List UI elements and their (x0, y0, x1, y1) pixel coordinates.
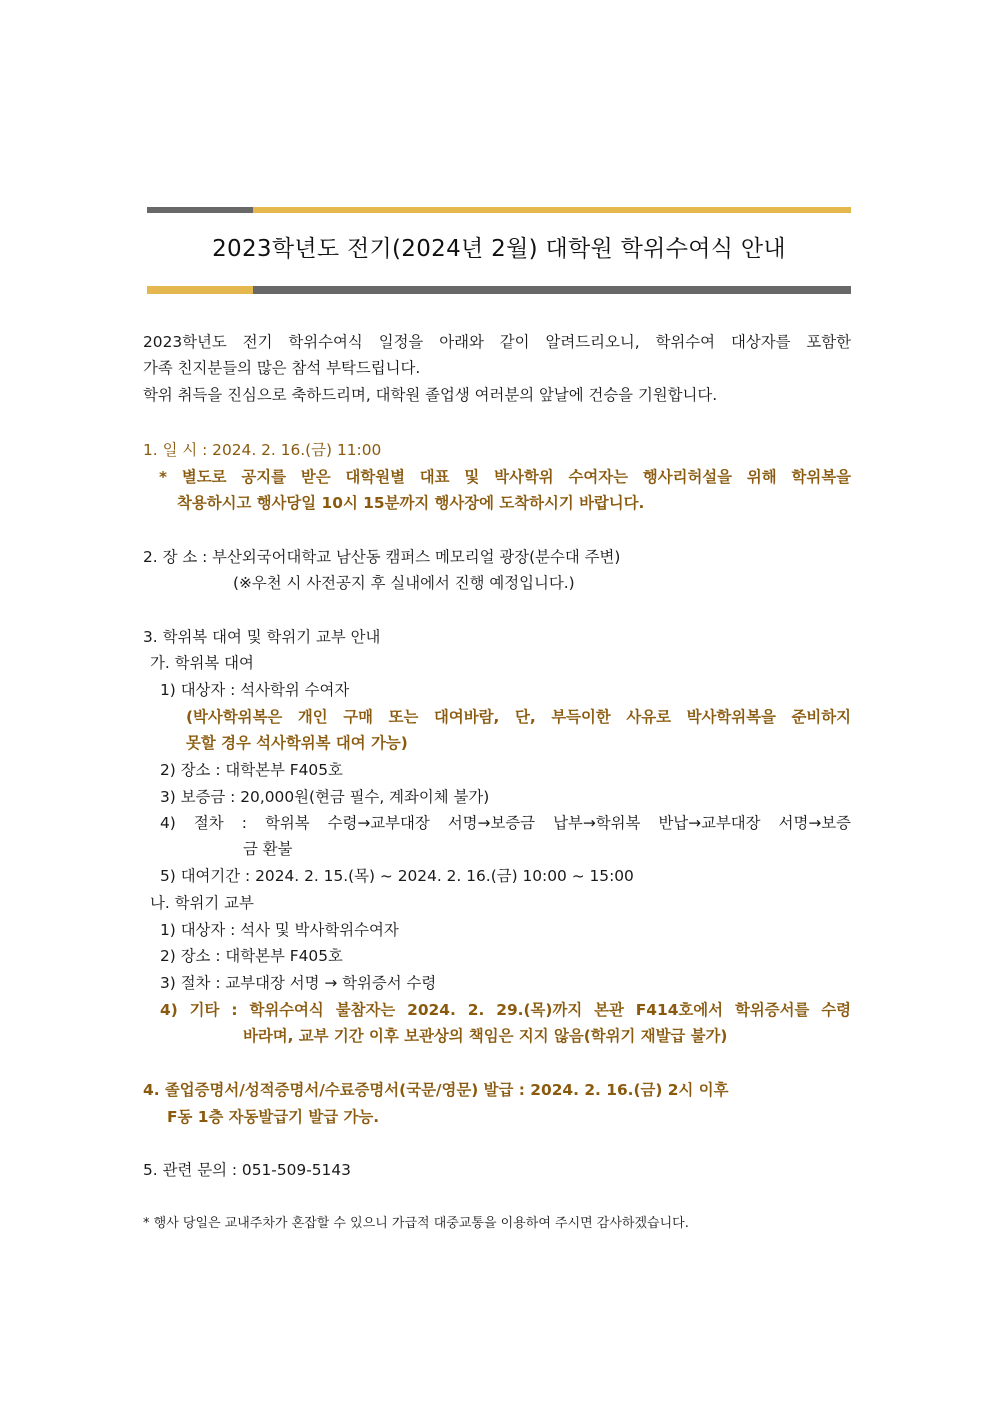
list-item: 2) 장소 : 대학본부 F405호 (160, 947, 343, 965)
subsection-na-heading: 나. 학위기 교부 (150, 894, 254, 912)
title-top-rule (147, 207, 851, 213)
section-4-heading: 4. 졸업증명서/성적증명서/수료증명서(국문/영문) 발급 : 2024. 2. 16.(금) 2시 이후 (143, 1081, 729, 1099)
list-item: 1) 대상자 : 석사학위 수여자 (160, 681, 350, 699)
section-1-note: 착용하시고 행사당일 10시 15분까지 행사장에 도착하시기 바랍니다. (177, 494, 645, 512)
section-4-detail: F동 1층 자동발급기 발급 가능. (167, 1108, 380, 1126)
section-1-heading: 1. 일 시 : 2024. 2. 16.(금) 11:00 (143, 441, 382, 459)
section-1-note: * 별도로 공지를 받은 대학원별 대표 및 박사학위 수여자는 행사리허설을 위해 학위복을 (159, 468, 851, 486)
section-5-heading: 5. 관련 문의 : 051-509-5143 (143, 1161, 351, 1179)
list-item: 1) 대상자 : 석사 및 박사학위수여자 (160, 921, 399, 939)
section-3-heading: 3. 학위복 대여 및 학위기 교부 안내 (143, 628, 381, 646)
intro-line: 2023학년도 전기 학위수여식 일정을 아래와 같이 알려드리오니, 학위수여 대상자를 포함한 (143, 333, 851, 351)
list-item: 5) 대여기간 : 2024. 2. 15.(목) ~ 2024. 2. 16.(금) 10:00 ~ 15:00 (160, 867, 634, 885)
list-item: 3) 보증금 : 20,000원(현금 필수, 계좌이체 불가) (160, 788, 490, 806)
rule-gold-segment (253, 207, 851, 213)
intro-line: 가족 친지분들의 많은 참석 부탁드립니다. (143, 359, 421, 377)
list-item: 3) 절차 : 교부대장 서명 → 학위증서 수령 (160, 974, 437, 992)
section-2-heading: 2. 장 소 : 부산외국어대학교 남산동 캠퍼스 메모리얼 광장(분수대 주변) (143, 548, 621, 566)
subsection-ga-heading: 가. 학위복 대여 (150, 654, 254, 672)
list-item: 2) 장소 : 대학본부 F405호 (160, 761, 343, 779)
list-item: 금 환불 (243, 840, 293, 858)
list-item-note: (박사학위복은 개인 구매 또는 대여바람, 단, 부득이한 사유로 박사학위복을 준비하지 (186, 708, 851, 726)
list-item-note: 못할 경우 석사학위복 대여 가능) (186, 734, 408, 752)
section-2-note: (※우천 시 사전공지 후 실내에서 진행 예정입니다.) (233, 574, 575, 592)
title-bottom-rule (147, 286, 851, 294)
footer-note: * 행사 당일은 교내주차가 혼잡할 수 있으니 가급적 대중교통을 이용하여 주시면 감사하겠습니다. (143, 1216, 689, 1231)
rule-gold-segment (147, 286, 253, 294)
list-item: 4) 절차 : 학위복 수령→교부대장 서명→보증금 납부→학위복 반납→교부대장 서명→보증 (160, 814, 851, 832)
page-title: 2023학년도 전기(2024년 2월) 대학원 학위수여식 안내 (212, 236, 786, 262)
list-item-emphasis: 바라며, 교부 기간 이후 보관상의 책임은 지지 않음(학위기 재발급 불가) (243, 1027, 728, 1045)
intro-line: 학위 취득을 진심으로 축하드리며, 대학원 졸업생 여러분의 앞날에 건승을 기원합니다. (143, 386, 718, 404)
rule-gray-segment (253, 286, 851, 294)
list-item-emphasis: 4) 기타 : 학위수여식 불참자는 2024. 2. 29.(목)까지 본관 F414호에서 학위증서를 수령 (160, 1001, 851, 1019)
rule-gray-segment (147, 207, 253, 213)
